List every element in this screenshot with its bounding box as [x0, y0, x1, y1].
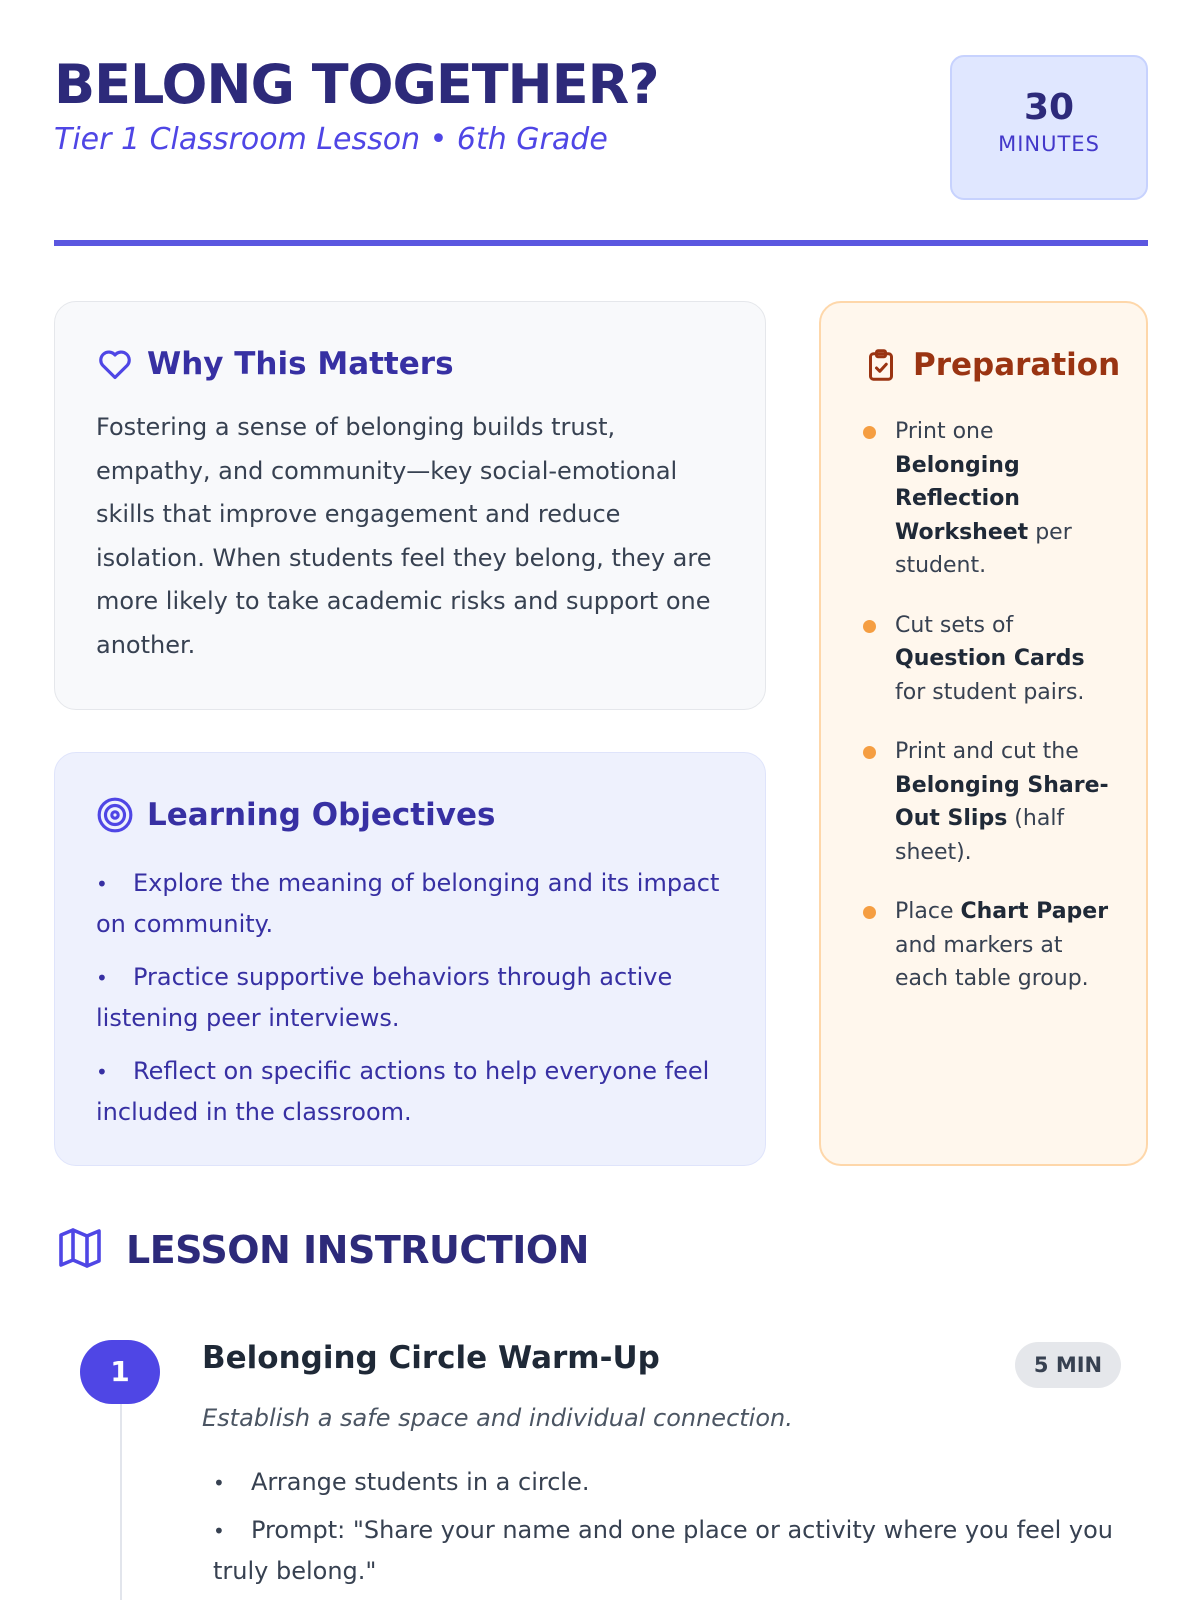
list-item	[96, 957, 726, 1038]
bullet: •	[96, 1060, 108, 1084]
list-item	[213, 1462, 1113, 1503]
step-number-badge: 1	[80, 1340, 160, 1404]
bullet: •	[96, 966, 108, 990]
list-item	[96, 863, 726, 944]
preparation-list	[859, 415, 1119, 1022]
step-timeline-line	[120, 1400, 122, 1600]
page-title: BELONG TOGETHER?	[54, 53, 659, 116]
preparation-card	[819, 301, 1148, 1166]
step-duration-badge: 5 MIN	[1015, 1342, 1121, 1388]
bullet-dot	[863, 746, 876, 759]
list-item	[213, 1510, 1113, 1591]
target-icon	[95, 795, 135, 835]
bullet: •	[213, 1471, 225, 1495]
instruction-text: Arrange students in a circle.	[251, 1468, 590, 1496]
duration-value: 30	[1023, 87, 1075, 128]
section-title: LESSON INSTRUCTION	[126, 1228, 589, 1272]
lesson-instruction-header	[56, 1224, 589, 1276]
duration-unit: MINUTES	[998, 132, 1100, 156]
bullet: •	[213, 1519, 225, 1543]
list-item: Place Chart Paper and markers at each table group.	[859, 895, 1119, 996]
why-card-header	[95, 344, 454, 384]
why-card-body: Fostering a sense of belonging builds trust, empathy, and community—key social-emotional skills that improve engagement and reduce isolation. When students feel they belong, they are more likely to take academic risks and support one another.	[96, 413, 712, 659]
bullet: •	[96, 872, 108, 896]
step-title: Belonging Circle Warm-Up	[202, 1340, 660, 1376]
objective-text: Explore the meaning of belonging and its impact on community.	[96, 869, 720, 938]
map-icon	[56, 1224, 104, 1276]
list-item: Print one Belonging Reflection Worksheet per student.	[859, 415, 1119, 583]
why-card-title: Why This Matters	[147, 346, 454, 382]
objectives-card-header	[95, 795, 495, 835]
step-instructions-list	[213, 1462, 1113, 1598]
header-divider	[54, 240, 1148, 246]
preparation-card-title: Preparation	[913, 347, 1121, 383]
duration-badge	[950, 55, 1148, 200]
objectives-list	[96, 863, 726, 1145]
why-this-matters-card	[54, 301, 766, 710]
objectives-card-title: Learning Objectives	[147, 797, 496, 833]
bullet-dot	[863, 620, 876, 633]
list-item	[96, 1051, 726, 1132]
lesson-header	[54, 50, 1148, 200]
objective-text: Reflect on specific actions to help everyone feel included in the classroom.	[96, 1057, 710, 1126]
clipboard-check-icon	[861, 345, 901, 385]
list-item: Print and cut the Belonging Share-Out Slips (half sheet).	[859, 735, 1119, 869]
objective-text: Practice supportive behaviors through active listening peer interviews.	[96, 963, 673, 1032]
instruction-text: Prompt: "Share your name and one place or activity where you feel you truly belong."	[213, 1516, 1114, 1585]
bullet-dot	[863, 426, 876, 439]
bullet-dot	[863, 906, 876, 919]
list-item: Cut sets of Question Cards for student pairs.	[859, 609, 1119, 710]
learning-objectives-card	[54, 752, 766, 1166]
preparation-card-header	[861, 345, 1120, 385]
page-subtitle: Tier 1 Classroom Lesson • 6th Grade	[54, 122, 608, 157]
step-subtitle: Establish a safe space and individual connection.	[202, 1404, 793, 1432]
heart-icon	[95, 344, 135, 384]
